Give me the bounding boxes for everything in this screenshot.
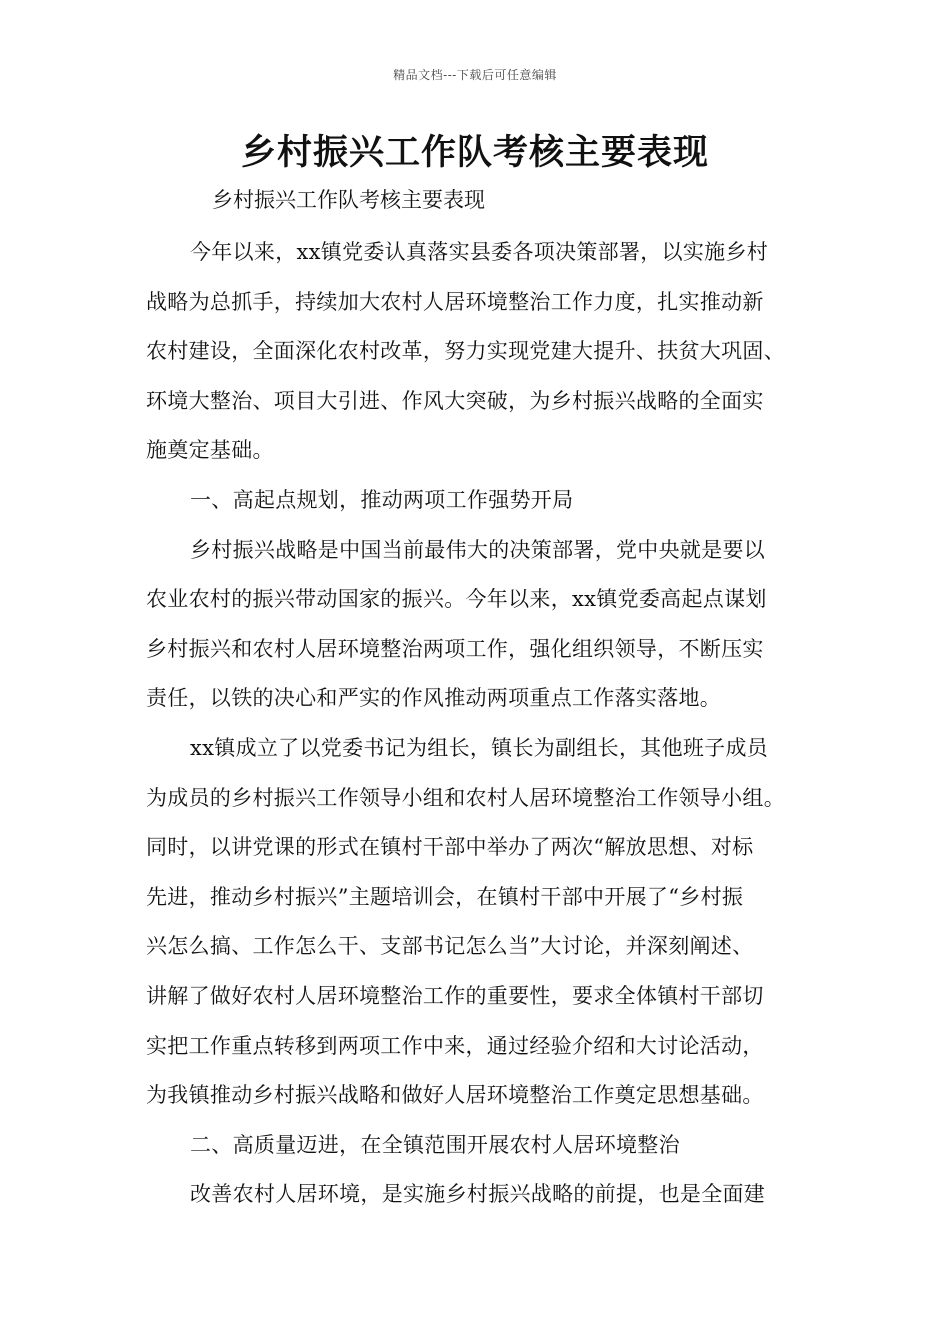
paragraph-line: 今年以来，xx镇党委认真落实县委各项决策部署，以实施乡村 [190,240,769,264]
paragraph-line: 战略为总抓手，持续加大农村人居环境整治工作力度，扎实推动新 [146,289,764,314]
page-header: 精品文档---下载后可任意编辑 [393,68,557,82]
document-title: 乡村振兴工作队考核主要表现 [240,133,709,173]
paragraph-line: 农业农村的振兴带动国家的振兴。今年以来，xx镇党委高起点谋划 [146,587,767,612]
paragraph-line: 讲解了做好农村人居环境整治工作的重要性，要求全体镇村干部切 [146,983,764,1008]
paragraph-line: 改善农村人居环境，是实施乡村振兴战略的前提，也是全面建 [190,1182,766,1207]
paragraph-line: 先进，推动乡村振兴”主题培训会，在镇村干部中开展了“乡村振 [146,884,744,909]
paragraph-line: 责任，以铁的决心和严实的作风推动两项重点工作落实落地。 [146,686,722,711]
paragraph-line: 实把工作重点转移到两项工作中来，通过经验介绍和大讨论活动， [146,1033,764,1058]
paragraph-line: 乡村振兴战略是中国当前最伟大的决策部署，党中央就是要以 [190,537,766,562]
document-body [146,232,806,1224]
paragraph-line: 同时，以讲党课的形式在镇村干部中举办了两次“解放思想、对标 [146,835,754,860]
paragraph-line: 环境大整治、项目大引进、作风大突破，为乡村振兴战略的全面实 [146,388,764,413]
paragraph-line: 乡村振兴和农村人居环境整治两项工作，强化组织领导，不断压实 [146,636,764,661]
paragraph-line: 施奠定基础。 [146,438,274,463]
paragraph-line: xx镇成立了以党委书记为组长，镇长为副组长，其他班子成员 [190,735,769,760]
paragraph-line: 为我镇推动乡村振兴战略和做好人居环境整治工作奠定思想基础。 [146,1083,764,1108]
paragraph-line: 农村建设，全面深化农村改革，努力实现党建大提升、扶贫大巩固、 [146,339,785,364]
paragraph-line: 为成员的乡村振兴工作领导小组和农村人居环境整治工作领导小组。 [146,785,785,810]
section-heading: 二、高质量迈进，在全镇范围开展农村人居环境整治 [190,1132,680,1157]
document-subtitle: 乡村振兴工作队考核主要表现 [212,188,485,212]
paragraph-line: 兴怎么搞、工作怎么干、支部书记怎么当”大讨论，并深刻阐述、 [146,934,754,959]
section-heading: 一、高起点规划，推动两项工作强势开局 [190,487,574,512]
